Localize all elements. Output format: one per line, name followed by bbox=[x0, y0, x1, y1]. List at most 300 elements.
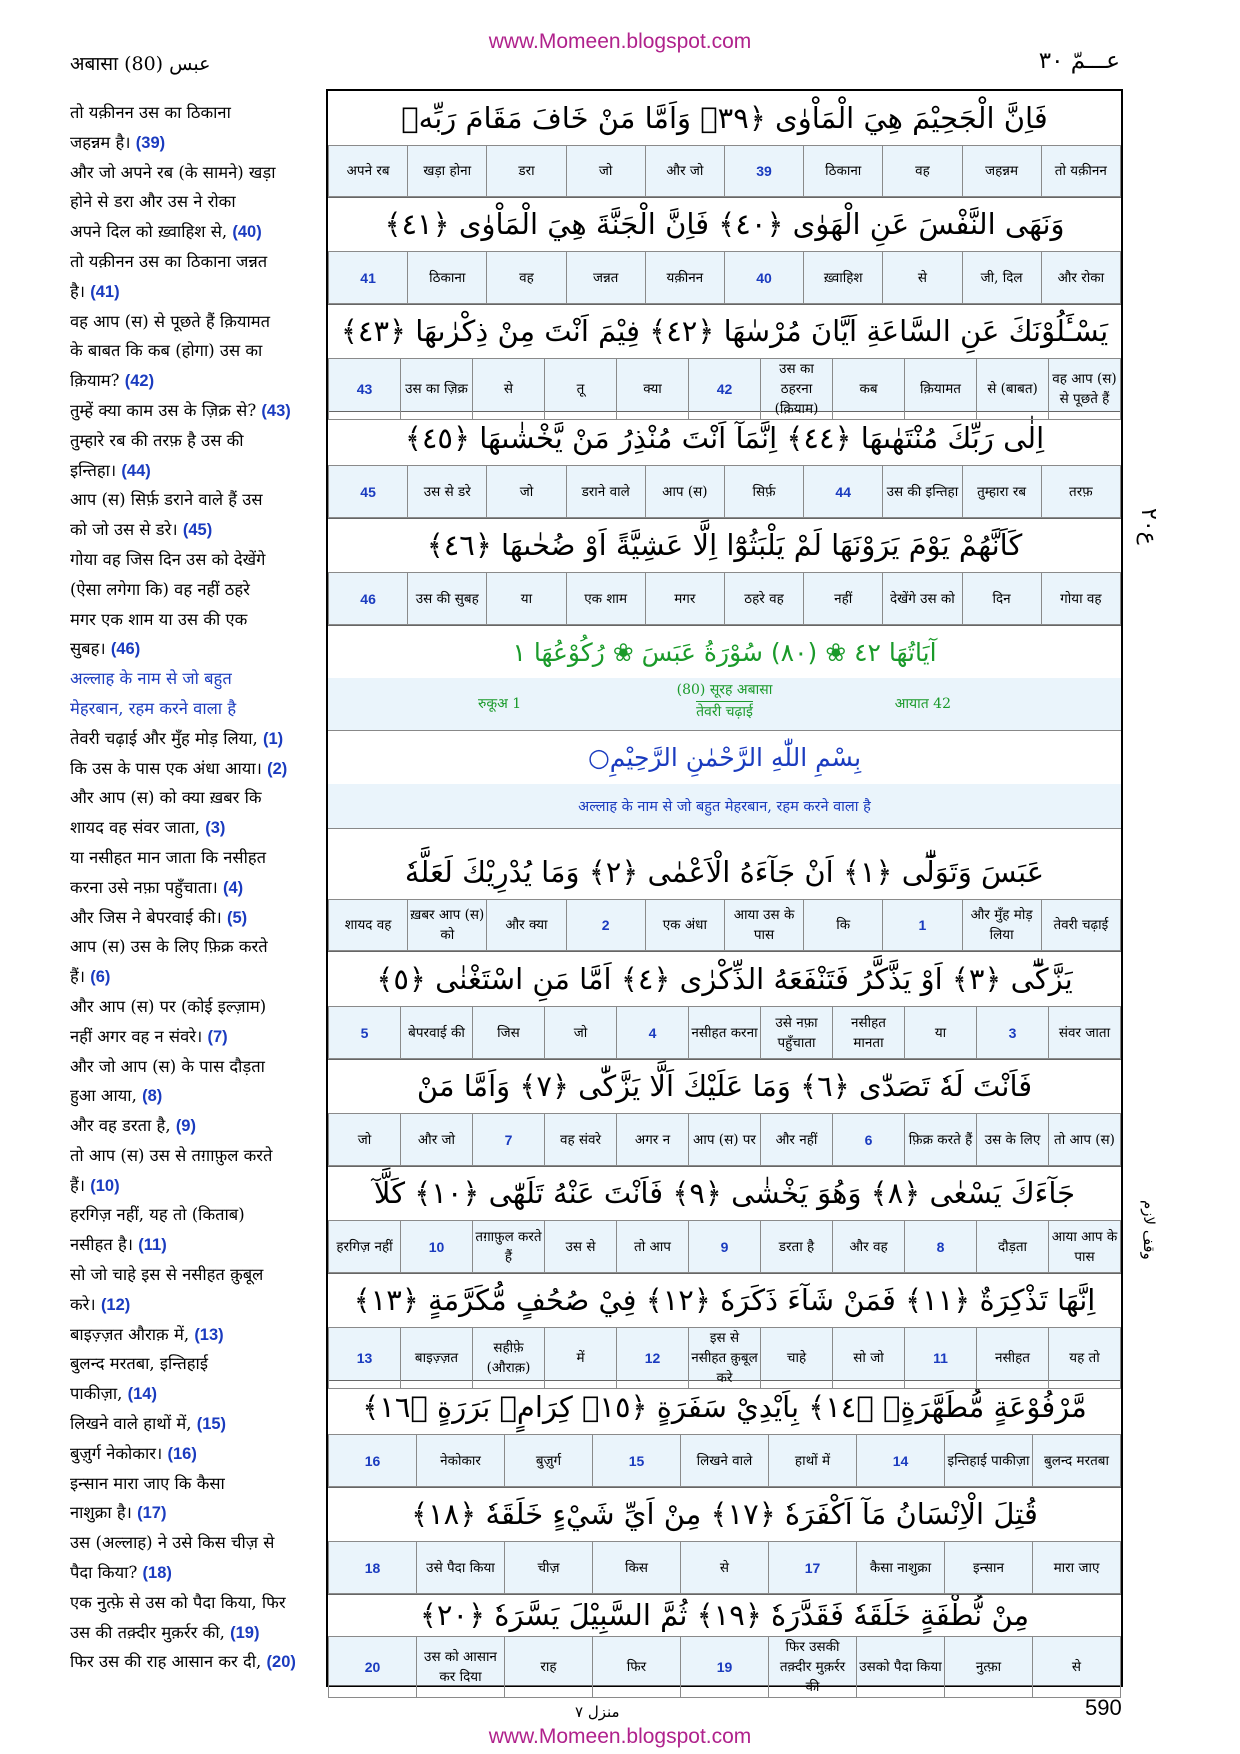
grid-word: से bbox=[1033, 1637, 1121, 1698]
grid-word: उस के लिए bbox=[977, 1114, 1049, 1166]
translation-line bbox=[70, 1200, 318, 1230]
grid-verse-number: 20 bbox=[329, 1637, 417, 1698]
verse-number: (39) bbox=[135, 133, 166, 152]
translation-line bbox=[70, 1081, 318, 1111]
translation-line bbox=[70, 1290, 318, 1320]
translation-text: होने से डरा और उस ने रोका bbox=[70, 192, 236, 212]
grid-verse-number: 41 bbox=[329, 252, 408, 304]
grid-word: जो bbox=[487, 466, 566, 518]
sura-info bbox=[328, 678, 1121, 731]
grid-verse-number: 7 bbox=[473, 1114, 545, 1166]
verse-number: (4) bbox=[223, 878, 244, 897]
arabic-verse-line: اِلٰى رَبِّكَ مُنْتَهٰىهَا ﴿٤٤﴾ اِنَّمَآ اَنْتَ مُنْذِرُ مَنْ يَّخْشٰىهَا ﴿٤٥﴾ bbox=[328, 411, 1121, 466]
verse-number: (7) bbox=[207, 1027, 228, 1046]
translation-text: उस (अल्लाह) ने उसे किस चीज़ से bbox=[70, 1533, 275, 1553]
verse-number: (16) bbox=[167, 1444, 197, 1463]
grid-word: हाथों में bbox=[769, 1435, 857, 1487]
translation-line bbox=[70, 1141, 318, 1171]
translation-line bbox=[70, 485, 318, 515]
sura-title: آيَاتُهَا ٤٢ ❀ (٨٠) سُوْرَةُ عَبَسَ ❀ رُكُوْعُهَا ١ bbox=[328, 626, 1121, 679]
grid-word: नेकोकार bbox=[417, 1435, 505, 1487]
translation-line bbox=[70, 724, 318, 754]
translation-text: क़ियाम? bbox=[70, 371, 120, 391]
translation-line bbox=[70, 575, 318, 605]
translation-text: और जिस ने बेपरवाई की। bbox=[70, 907, 222, 927]
translation-line bbox=[70, 634, 318, 664]
waqf-mark: وقف لازم bbox=[1140, 1200, 1158, 1260]
grid-word: यक़ीनन bbox=[645, 252, 724, 304]
grid-word: फिर उसकी तक़्दीर मुक़र्रर की bbox=[769, 1637, 857, 1698]
grid-word: देखेंगे उस को bbox=[883, 573, 962, 625]
grid-verse-number: 10 bbox=[401, 1221, 473, 1273]
translation-text: और आप (स) पर (कोई इल्ज़ाम) bbox=[70, 996, 267, 1016]
translation-text: तेवरी चढ़ाई और मुँह मोड़ लिया, bbox=[70, 728, 258, 748]
translation-text: तो आप (स) उस से तग़ाफ़ुल करते bbox=[70, 1145, 273, 1165]
grid-word: जहन्नम bbox=[962, 146, 1041, 197]
grid-word: उस से डरे bbox=[408, 466, 487, 518]
grid-word: सो जो bbox=[833, 1328, 905, 1389]
grid-word: गोया वह bbox=[1041, 573, 1120, 625]
sura-subtitle: तेवरी चढ़ाई bbox=[696, 701, 753, 723]
translation-line bbox=[70, 992, 318, 1022]
verse-number: (45) bbox=[182, 521, 213, 540]
grid-word: नसीहत bbox=[977, 1328, 1049, 1389]
sura-name-block bbox=[328, 680, 1121, 723]
grid-word: वह bbox=[883, 146, 962, 197]
grid-word: सिर्फ़ bbox=[724, 466, 803, 518]
verse-number: (40) bbox=[232, 223, 262, 242]
grid-verse-number: 39 bbox=[724, 146, 803, 197]
translation-line bbox=[70, 1379, 318, 1409]
grid-word: उस की सुबह bbox=[408, 573, 487, 625]
verse-number: (14) bbox=[127, 1385, 157, 1404]
translation-line bbox=[70, 515, 318, 545]
bismillah-translation: अल्लाह के नाम से जो बहुत मेहरबान, रहम करने वाला है bbox=[328, 784, 1121, 829]
grid-word: अपने रब bbox=[329, 146, 408, 197]
arabic-verse-line: فَاَنْتَ لَهٗ تَصَدّٰى ﴿٦﴾ وَمَا عَلَيْكَ اَلَّا يَزَّكّٰى ﴿٧﴾ وَاَمَّا مَنْ bbox=[328, 1059, 1121, 1114]
translation-text: तुम्हें क्या काम उस के ज़िक्र से? bbox=[70, 400, 257, 420]
translation-line bbox=[70, 1230, 318, 1260]
sura-ayat: आयात 42 bbox=[894, 696, 951, 712]
verse-number: (17) bbox=[137, 1504, 167, 1523]
translation-text: मेहरबान, रहम करने वाला है bbox=[70, 698, 237, 718]
arabic-verse-line: فَاِنَّ الْجَحِيْمَ هِيَ الْمَاْوٰى ﴿٣٩﴾ وَاَمَّا مَنْ خَافَ مَقَامَ رَبِّهٖ bbox=[328, 91, 1121, 146]
header-url[interactable]: www.Momeen.blogspot.com bbox=[488, 30, 752, 53]
translation-text: के बाबत कि कब (होगा) उस का bbox=[70, 341, 263, 361]
translation-text: उस की तक़्दीर मुक़र्रर की, bbox=[70, 1622, 225, 1642]
translation-line bbox=[70, 456, 318, 486]
grid-word: जिस bbox=[473, 1007, 545, 1059]
grid-word: हरगिज़ नहीं bbox=[329, 1221, 401, 1273]
grid-word: नहीं bbox=[804, 573, 883, 625]
bismillah: بِسْمِ اللّٰهِ الرَّحْمٰنِ الرَّحِيْمِ○ bbox=[328, 730, 1121, 785]
grid-word: उसको पैदा किया bbox=[857, 1637, 945, 1698]
word-grid bbox=[328, 1636, 1121, 1695]
grid-word: दौड़ता bbox=[977, 1221, 1049, 1273]
word-grid bbox=[328, 899, 1121, 952]
translation-text: और जो अपने रब (के सामने) खड़ा bbox=[70, 162, 276, 182]
grid-word: तरफ़ bbox=[1041, 466, 1120, 518]
grid-word: तू bbox=[545, 359, 617, 420]
arabic-verse-line: كَاَنَّهُمْ يَوْمَ يَرَوْنَهَا لَمْ يَلْبَثُوْٓا اِلَّا عَشِيَّةً اَوْ ضُحٰىهَا ﴿٤٦﴾ bbox=[328, 518, 1121, 573]
word-grid bbox=[328, 572, 1121, 626]
arabic-verse-line: جَآءَكَ يَسْعٰى ﴿٨﴾ وَهُوَ يَخْشٰى ﴿٩﴾ فَاَنْتَ عَنْهُ تَلَهّٰى ﴿١٠﴾ كَلَّآ bbox=[328, 1166, 1121, 1221]
arabic-verse-line: يَسْـَٔلُوْنَكَ عَنِ السَّاعَةِ اَيَّانَ مُرْسٰهَا ﴿٤٢﴾ فِيْمَ اَنْتَ مِنْ ذِكْرٰىهَا ﴿٤٣﴾ bbox=[328, 304, 1121, 359]
word-grid bbox=[328, 1220, 1121, 1274]
grid-word: तुम्हारा रब bbox=[962, 466, 1041, 518]
grid-verse-number: 8 bbox=[905, 1221, 977, 1273]
translation-text: बुलन्द मरतबा, इन्तिहाई bbox=[70, 1354, 208, 1374]
translation-line bbox=[70, 1349, 318, 1379]
grid-word: दिन bbox=[962, 573, 1041, 625]
arabic-verse-line: مِنْ نُّطْفَةٍ خَلَقَهٗ فَقَدَّرَهٗ ﴿١٩﴾ ثُمَّ السَّبِيْلَ يَسَّرَهٗ ﴿٢٠﴾ bbox=[328, 1594, 1121, 1637]
grid-verse-number: 43 bbox=[329, 359, 401, 420]
grid-word: बुज़ुर्ग bbox=[505, 1435, 593, 1487]
translation-text: इन्सान मारा जाए कि कैसा bbox=[70, 1473, 225, 1493]
grid-word: ख़बर आप (स) को bbox=[408, 900, 487, 951]
grid-word: उस का ज़िक्र bbox=[401, 359, 473, 420]
grid-word: उस की इन्तिहा bbox=[883, 466, 962, 518]
translation-text: गोया वह जिस दिन उस को देखेंगे bbox=[70, 549, 266, 569]
grid-word: से bbox=[883, 252, 962, 304]
translation-line bbox=[70, 187, 318, 217]
grid-word: कब bbox=[833, 359, 905, 420]
grid-word: वह bbox=[487, 252, 566, 304]
word-grid bbox=[328, 1006, 1121, 1060]
translation-line bbox=[70, 1171, 318, 1201]
translation-line bbox=[70, 247, 318, 277]
grid-word: सहीफ़े (औराक़) bbox=[473, 1328, 545, 1389]
grid-word: फिर bbox=[593, 1637, 681, 1698]
translation-line bbox=[70, 932, 318, 962]
grid-word: डरा bbox=[487, 146, 566, 197]
grid-word: से bbox=[681, 1542, 769, 1594]
grid-word: इन्तिहाई पाकीज़ा bbox=[945, 1435, 1033, 1487]
grid-word: उस से bbox=[545, 1221, 617, 1273]
grid-word: बुलन्द मरतबा bbox=[1033, 1435, 1121, 1487]
translation-line bbox=[70, 1260, 318, 1290]
translation-line bbox=[70, 98, 318, 128]
grid-word: तो यक़ीनन bbox=[1041, 146, 1120, 197]
verse-number: (10) bbox=[90, 1176, 120, 1195]
arabic-verse-line: عَبَسَ وَتَوَلّٰٓى ﴿١﴾ اَنْ جَآءَهُ الْاَعْمٰى ﴿٢﴾ وَمَا يُدْرِيْكَ لَعَلَّهٗ bbox=[328, 845, 1121, 900]
grid-word: चाहे bbox=[761, 1328, 833, 1389]
translation-text: करना उसे नफ़ा पहुँचाता। bbox=[70, 877, 218, 897]
grid-verse-number: 40 bbox=[724, 252, 803, 304]
grid-word: उसे नफ़ा पहुँचाता bbox=[761, 1007, 833, 1059]
translation-line bbox=[70, 1409, 318, 1439]
grid-word: नुत्फ़ा bbox=[945, 1637, 1033, 1698]
verse-number: (9) bbox=[175, 1117, 196, 1136]
verse-number: (41) bbox=[90, 282, 120, 301]
translation-line bbox=[70, 1647, 318, 1677]
grid-word: कि bbox=[804, 900, 883, 951]
translation-line bbox=[70, 843, 318, 873]
translation-text: एक नुत्फ़े से उस को पैदा किया, फिर bbox=[70, 1592, 286, 1612]
grid-word: से bbox=[473, 359, 545, 420]
grid-word: में bbox=[545, 1328, 617, 1389]
grid-word: इन्सान bbox=[945, 1542, 1033, 1594]
grid-verse-number: 9 bbox=[689, 1221, 761, 1273]
grid-verse-number: 17 bbox=[769, 1542, 857, 1594]
translation-text: इन्तिहा। bbox=[70, 460, 117, 480]
verse-number: (8) bbox=[142, 1087, 163, 1106]
grid-verse-number: 45 bbox=[329, 466, 408, 518]
translation-line bbox=[70, 694, 318, 724]
grid-word: ठिकाना bbox=[408, 252, 487, 304]
translation-text: मगर एक शाम या उस की एक bbox=[70, 609, 248, 629]
translation-text: सुबह। bbox=[70, 639, 106, 659]
translation-line bbox=[70, 426, 318, 456]
verse-number: (3) bbox=[205, 819, 226, 838]
translation-line bbox=[70, 1052, 318, 1082]
grid-verse-number: 44 bbox=[804, 466, 883, 518]
grid-word: मगर bbox=[645, 573, 724, 625]
grid-word: डरता है bbox=[761, 1221, 833, 1273]
translation-text: नाशुक्रा है। bbox=[70, 1503, 132, 1523]
verse-number: (20) bbox=[266, 1653, 296, 1672]
grid-verse-number: 15 bbox=[593, 1435, 681, 1487]
translation-line bbox=[70, 1111, 318, 1141]
grid-verse-number: 18 bbox=[329, 1542, 417, 1594]
translation-text: हुआ आया, bbox=[70, 1086, 137, 1106]
translation-line bbox=[70, 1022, 318, 1052]
grid-word: या bbox=[905, 1007, 977, 1059]
grid-word: जी, दिल bbox=[962, 252, 1041, 304]
grid-word: राह bbox=[505, 1637, 593, 1698]
verse-number: (18) bbox=[142, 1564, 172, 1583]
grid-word: जो bbox=[566, 146, 645, 197]
grid-word: फ़िक्र करते हैं bbox=[905, 1114, 977, 1166]
grid-word: किस bbox=[593, 1542, 681, 1594]
translation-line bbox=[70, 545, 318, 575]
grid-verse-number: 13 bbox=[329, 1328, 401, 1389]
translation-line bbox=[70, 1528, 318, 1558]
grid-verse-number: 5 bbox=[329, 1007, 401, 1059]
translation-line bbox=[70, 1320, 318, 1350]
translation-line bbox=[70, 1469, 318, 1499]
arabic-verse-line: مَّرْفُوْعَةٍ مُّطَهَّرَةٍۭ ﴿١٤﴾ بِاَيْدِيْ سَفَرَةٍ ﴿١٥﴾ كِرَامٍۭ بَرَرَةٍ ﴿١٦﴾ bbox=[328, 1380, 1121, 1435]
translation-text: अपने दिल को ख़्वाहिश से, bbox=[70, 222, 228, 242]
verse-number: (44) bbox=[121, 461, 151, 480]
grid-word: तेवरी चढ़ाई bbox=[1041, 900, 1120, 951]
grid-word: आप (स) पर bbox=[689, 1114, 761, 1166]
grid-word: क्या bbox=[617, 359, 689, 420]
word-grid bbox=[328, 1113, 1121, 1167]
grid-word: और वह bbox=[833, 1221, 905, 1273]
grid-word: संवर जाता bbox=[1049, 1007, 1121, 1059]
translation-text: कि उस के पास एक अंधा आया। bbox=[70, 758, 262, 778]
grid-word: उसे पैदा किया bbox=[417, 1542, 505, 1594]
verse-number: (19) bbox=[230, 1623, 260, 1642]
grid-word: बेपरवाई की bbox=[401, 1007, 473, 1059]
sura-name: (80) सूरह अबासा bbox=[676, 682, 773, 698]
verse-number: (43) bbox=[261, 401, 291, 420]
grid-word: वह आप (स) से पूछते हैं bbox=[1049, 359, 1121, 420]
verse-number: (6) bbox=[90, 968, 111, 987]
word-grid bbox=[328, 465, 1121, 519]
translation-text: है। bbox=[70, 281, 86, 301]
verse-number: (42) bbox=[124, 372, 155, 391]
verse-number: (13) bbox=[194, 1325, 224, 1344]
translation-line bbox=[70, 1558, 318, 1588]
translation-line bbox=[70, 366, 318, 396]
translation-text: जहन्नम है। bbox=[70, 132, 131, 152]
translation-line bbox=[70, 813, 318, 843]
translation-text: सो जो चाहे इस से नसीहत क़ुबूल bbox=[70, 1265, 264, 1285]
grid-word: एक शाम bbox=[566, 573, 645, 625]
grid-word: मारा जाए bbox=[1033, 1542, 1121, 1594]
translation-line bbox=[70, 754, 318, 784]
grid-word: बाइज़्ज़त bbox=[401, 1328, 473, 1389]
grid-word: ख़्वाहिश bbox=[804, 252, 883, 304]
grid-verse-number: 12 bbox=[617, 1328, 689, 1389]
translation-line bbox=[70, 664, 318, 694]
grid-verse-number: 46 bbox=[329, 573, 408, 625]
translation-text: तो यक़ीनन उस का ठिकाना जन्नत bbox=[70, 251, 268, 271]
translation-text: हैं। bbox=[70, 1175, 86, 1195]
grid-verse-number: 16 bbox=[329, 1435, 417, 1487]
translation-text: (ऐसा लगेगा कि) वह नहीं ठहरे bbox=[70, 579, 250, 599]
grid-word: अगर न bbox=[617, 1114, 689, 1166]
verse-number: (2) bbox=[267, 759, 288, 778]
grid-word: इस से नसीहत क़ुबूल करे bbox=[689, 1328, 761, 1389]
grid-word: आया उस के पास bbox=[724, 900, 803, 951]
verse-number: (11) bbox=[138, 1236, 167, 1255]
translation-line bbox=[70, 396, 318, 426]
grid-word: एक अंधा bbox=[645, 900, 724, 951]
grid-verse-number: 3 bbox=[977, 1007, 1049, 1059]
grid-word: खड़ा होना bbox=[408, 146, 487, 197]
translation-line bbox=[70, 783, 318, 813]
grid-verse-number: 1 bbox=[883, 900, 962, 951]
word-grid bbox=[328, 251, 1121, 305]
translation-text: शायद वह संवर जाता, bbox=[70, 818, 201, 838]
translation-line bbox=[70, 277, 318, 307]
translation-text: या नसीहत मान जाता कि नसीहत bbox=[70, 847, 267, 867]
grid-word: आप (स) bbox=[645, 466, 724, 518]
grid-word: वह संवरे bbox=[545, 1114, 617, 1166]
grid-verse-number: 42 bbox=[689, 359, 761, 420]
translation-text: और जो आप (स) के पास दौड़ता bbox=[70, 1056, 265, 1076]
translation-line bbox=[70, 1498, 318, 1528]
translation-line bbox=[70, 307, 318, 337]
grid-word: कैसा नाशुक्रा bbox=[857, 1542, 945, 1594]
footer-url[interactable]: www.Momeen.blogspot.com bbox=[488, 1725, 752, 1748]
translation-line bbox=[70, 903, 318, 933]
translation-text: बुज़ुर्ग नेकोकार। bbox=[70, 1443, 163, 1463]
grid-word: और रोका bbox=[1041, 252, 1120, 304]
grid-word: यह तो bbox=[1049, 1328, 1121, 1389]
translation-text: नसीहत है। bbox=[70, 1235, 134, 1255]
grid-verse-number: 11 bbox=[905, 1328, 977, 1389]
grid-word: नसीहत करना bbox=[689, 1007, 761, 1059]
translation-text: आप (स) सिर्फ़ डराने वाले हैं उस bbox=[70, 490, 263, 510]
translation-column bbox=[70, 98, 318, 1677]
header-left: अबासा (80) عبس bbox=[70, 53, 211, 75]
grid-word: ठहरे वह bbox=[724, 573, 803, 625]
translation-text: और आप (स) को क्या ख़बर कि bbox=[70, 788, 262, 808]
page-number: 590 bbox=[1085, 1695, 1122, 1720]
grid-word: जन्नत bbox=[566, 252, 645, 304]
manzil-label: منزل ٧ bbox=[575, 1703, 620, 1721]
translation-text: पाकीज़ा, bbox=[70, 1384, 123, 1404]
translation-line bbox=[70, 158, 318, 188]
translation-text: करे। bbox=[70, 1294, 96, 1314]
grid-word: उस को आसान कर दिया bbox=[417, 1637, 505, 1698]
grid-word: और क्या bbox=[487, 900, 566, 951]
grid-word: क़ियामत bbox=[905, 359, 977, 420]
grid-verse-number: 6 bbox=[833, 1114, 905, 1166]
grid-verse-number: 2 bbox=[566, 900, 645, 951]
translation-text: नहीं अगर वह न संवरे। bbox=[70, 1026, 203, 1046]
translation-text: फिर उस की राह आसान कर दी, bbox=[70, 1652, 262, 1672]
translation-text: तो यक़ीनन उस का ठिकाना bbox=[70, 103, 231, 122]
word-grid bbox=[328, 358, 1121, 417]
grid-word: तो आप bbox=[617, 1221, 689, 1273]
translation-text: लिखने वाले हाथों में, bbox=[70, 1414, 192, 1434]
arabic-verse-line: وَنَهَى النَّفْسَ عَنِ الْهَوٰى ﴿٤٠﴾ فَاِنَّ الْجَنَّةَ هِيَ الْمَاْوٰى ﴿٤١﴾ bbox=[328, 197, 1121, 252]
grid-word: उस का ठहरना (क़ियाम) bbox=[761, 359, 833, 420]
grid-word: और मुँह मोड़ लिया bbox=[962, 900, 1041, 951]
translation-text: अल्लाह के नाम से जो बहुत bbox=[70, 669, 232, 689]
sura-ruku: रुकूअ 1 bbox=[478, 696, 522, 712]
ruku-mark: ع٢٠ bbox=[1136, 508, 1161, 545]
translation-line bbox=[70, 962, 318, 992]
translation-text: बाइज़्ज़त औराक़ में, bbox=[70, 1324, 190, 1344]
translation-text: वह आप (स) से पूछते हैं क़ियामत bbox=[70, 311, 270, 331]
grid-word: नसीहत मानता bbox=[833, 1007, 905, 1059]
word-grid bbox=[328, 1541, 1121, 1595]
verse-number: (46) bbox=[110, 640, 141, 659]
translation-text: को जो उस से डरे। bbox=[70, 520, 178, 540]
verse-number: (5) bbox=[226, 908, 248, 927]
translation-text: तुम्हारे रब की तरफ़ है उस की bbox=[70, 430, 244, 450]
grid-verse-number: 19 bbox=[681, 1637, 769, 1698]
translation-text: आप (स) उस के लिए फ़िक्र करते bbox=[70, 937, 268, 957]
grid-word: आया आप के पास bbox=[1049, 1221, 1121, 1273]
grid-word: ठिकाना bbox=[804, 146, 883, 197]
grid-word: या bbox=[487, 573, 566, 625]
word-grid bbox=[328, 145, 1121, 198]
header-right: عـــمّ ٣٠ bbox=[1038, 48, 1120, 74]
word-grid bbox=[328, 1434, 1121, 1488]
translation-line bbox=[70, 1588, 318, 1618]
grid-verse-number: 14 bbox=[857, 1435, 945, 1487]
translation-line bbox=[70, 217, 318, 247]
grid-word: से (बाबत) bbox=[977, 359, 1049, 420]
translation-line bbox=[70, 1618, 318, 1648]
grid-word: तग़ाफ़ुल करते हैं bbox=[473, 1221, 545, 1273]
verse-number: (12) bbox=[100, 1295, 131, 1314]
grid-word: शायद वह bbox=[329, 900, 408, 951]
translation-text: पैदा किया? bbox=[70, 1563, 138, 1583]
grid-word: चीज़ bbox=[505, 1542, 593, 1594]
translation-text: हरगिज़ नहीं, यह तो (किताब) bbox=[70, 1205, 245, 1225]
translation-text: और वह डरता है, bbox=[70, 1116, 171, 1136]
translation-line bbox=[70, 336, 318, 366]
grid-word: और नहीं bbox=[761, 1114, 833, 1166]
translation-line bbox=[70, 605, 318, 635]
grid-word: तो आप (स) bbox=[1049, 1114, 1121, 1166]
translation-line bbox=[70, 1439, 318, 1469]
translation-line bbox=[70, 128, 318, 158]
grid-word: डराने वाले bbox=[566, 466, 645, 518]
arabic-verse-line: اِنَّهَا تَذْكِرَةٌ ﴿١١﴾ فَمَنْ شَآءَ ذَكَرَهٗ ﴿١٢﴾ فِيْ صُحُفٍ مُّكَرَّمَةٍ ﴿١٣﴾ bbox=[328, 1273, 1121, 1328]
arabic-verse-line: يَزَّكّٰٓى ﴿٣﴾ اَوْ يَذَّكَّرُ فَتَنْفَعَهُ الذِّكْرٰى ﴿٤﴾ اَمَّا مَنِ اسْتَغْنٰى ﴿٥﴾ bbox=[328, 952, 1121, 1007]
verse-number: (15) bbox=[196, 1415, 227, 1434]
grid-verse-number: 4 bbox=[617, 1007, 689, 1059]
